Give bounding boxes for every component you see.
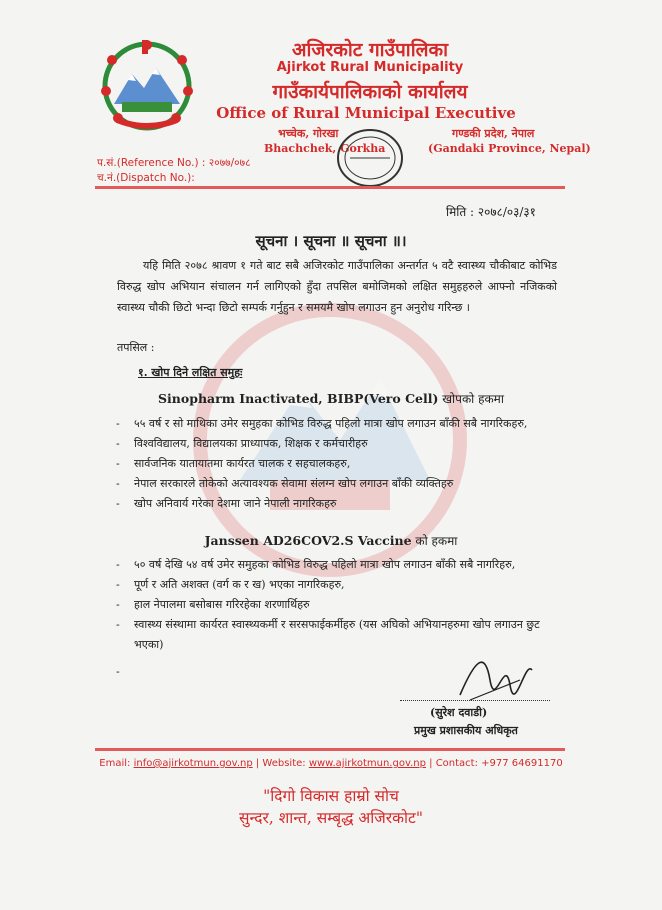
list-item: - हाल नेपालमा बसोबास गरिरहेका शरणार्थिहरु: [116, 595, 561, 615]
dispatch-number: च.नं.(Dispatch No.):: [97, 172, 195, 184]
location-left-en: Bhachchek, Gorkha: [264, 142, 386, 155]
list-item: - खोप अनिवार्य गरेका देशमा जाने नेपाली नागरिकहरु: [116, 494, 561, 514]
contact-phone: | Contact: +977 64691170: [425, 758, 563, 769]
list-item: - विश्वविद्यालय, विद्यालयका प्राध्यापक, शिक्षक र कर्मचारीहरु: [116, 434, 561, 454]
website-label: | Website:: [252, 758, 309, 769]
municipality-title-np: अजिरकोट गाउँपालिका: [291, 39, 449, 61]
office-stamp-icon: [320, 120, 420, 190]
vaccine1-suffix: खोपको हकमा: [438, 392, 504, 406]
vaccine2-suffix: को हकमा: [411, 534, 458, 548]
vaccine2-name: Janssen AD26COV2.S Vaccine: [204, 533, 412, 548]
location-right-np: गण्डकी प्रदेश, नेपाल: [452, 127, 535, 140]
details-label: तपसिल :: [117, 341, 155, 354]
location-left-np: भच्चेक, गोरखा: [278, 127, 339, 140]
empty-list-item: -: [116, 665, 120, 678]
email-label: Email:: [99, 758, 134, 769]
notice-paragraph: यहि मिति २०७८ श्रावण १ गते बाट सबै अजिरकोट गाउँपालिका अन्तर्गत ५ वटै स्वास्थ्य चौकीबाट कोभिड विरुद्ध खोप अभियान संचालन गर्न लागिएको हुँदा तपसिल बमोजिमको लक्षित समुहहरुले आफ्नो नजिकको स्वास्थ्य चौकी छिटो भन्दा छिटो सम्पर्क गर्नुहुन र समयमै खोप लगाउन हुन अनुरोध गरिन्छ ।: [117, 259, 557, 314]
reference-number: प.सं.(Reference No.) : २०७७/०७८: [97, 157, 251, 169]
email-link[interactable]: info@ajirkotmun.gov.np: [133, 758, 253, 769]
list-item: - पूर्ण र अति अशक्त (वर्ग क र ख) भएका नागरिकहरु,: [116, 575, 561, 595]
motto-line-1: "दिगो विकास हाम्रो सोच: [263, 787, 399, 805]
vaccine2-heading: [0, 532, 662, 549]
location-right-en: (Gandaki Province, Nepal): [428, 142, 591, 155]
website-link[interactable]: www.ajirkotmun.gov.np: [308, 758, 426, 769]
list-item: - सार्वजनिक यातायातमा कार्यरत चालक र सहचालकहरु,: [116, 454, 561, 474]
target-group-heading: १. खोप दिने लक्षित समुहः: [138, 366, 243, 379]
signature-line: [400, 700, 550, 701]
municipality-title-en: Ajirkot Rural Municipality: [276, 60, 464, 75]
office-title-np: गाउँकार्यपालिकाको कार्यालय: [272, 81, 468, 103]
header-divider: [95, 186, 565, 189]
notice-date: मिति : २०७८/०३/३१: [446, 205, 536, 219]
footer-divider: [95, 748, 565, 751]
list-item: - नेपाल सरकारले तोकेको अत्यावश्यक सेवामा संलग्न खोप लगाउन बाँकी व्यक्तिहरु: [116, 474, 561, 494]
list-item: - ५५ वर्ष र सो माथिका उमेर समुहका कोभिड विरुद्ध पहिलो मात्रा खोप लगाउन बाँकी सबै नागरिकहरु,: [116, 414, 561, 434]
list-item: - ५० वर्ष देखि ५४ वर्ष उमेर समुहका कोभिड विरुद्ध पहिलो मात्रा खोप लगाउन बाँकी सबै नागरिहरु,: [116, 555, 561, 575]
signatory-designation: प्रमुख प्रशासकीय अधिकृत: [414, 724, 518, 737]
vaccine1-name: Sinopharm Inactivated, BIBP(Vero Cell): [158, 391, 439, 406]
contact-line: [0, 758, 662, 769]
office-title-en: Office of Rural Municipal Executive: [216, 104, 516, 122]
vaccine1-heading: [0, 390, 662, 407]
list-item: - स्वास्थ्य संस्थामा कार्यरत स्वास्थ्यकर्मी र सरसफाईकर्मीहरु (यस अघिको अभियानहरुमा खोप लगाउन छुट भएका): [116, 615, 561, 655]
vaccine1-list: [116, 414, 561, 514]
motto-line-2: सुन्दर, शान्त, सम्बृद्ध अजिरकोट": [239, 809, 423, 827]
signatory-name: (सुरेश दवाडी): [430, 706, 488, 719]
notice-title: सूचना । सूचना ॥ सूचना ॥।: [255, 232, 407, 250]
